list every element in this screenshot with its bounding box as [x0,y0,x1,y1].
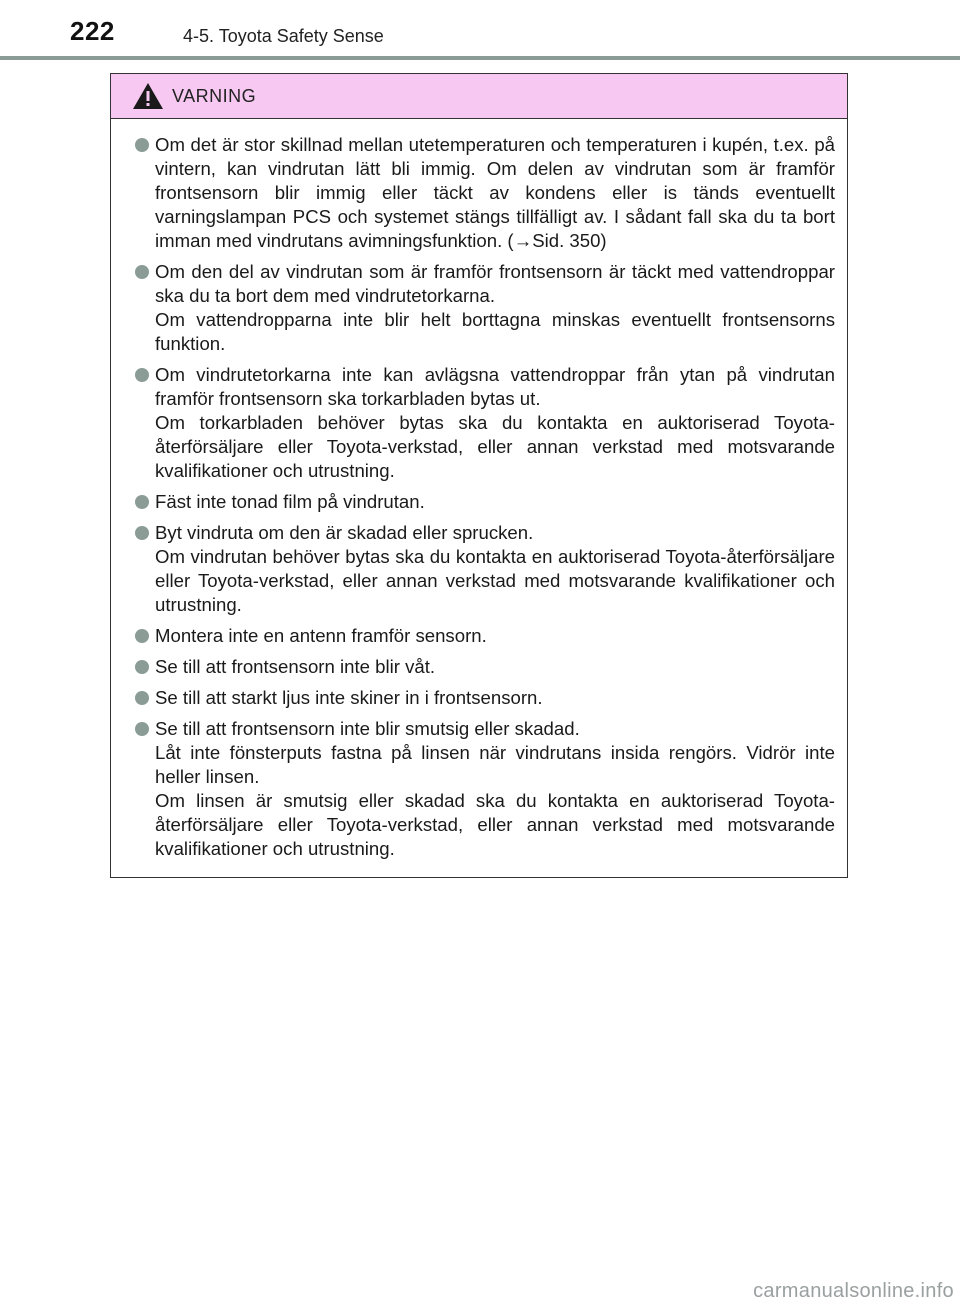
bullet-icon [135,368,149,382]
warning-item [135,717,835,861]
warning-header [111,74,847,119]
bullet-icon [135,138,149,152]
warning-item [135,363,835,483]
page-header [0,0,960,60]
warning-item-text: Fäst inte tonad film på vindrutan. [155,491,425,512]
warning-item [135,686,835,710]
warning-item-text: Om vindrutan behöver bytas ska du kontakta en auktoriserad Toyota-återförsäljare eller Toyota-verkstad, eller annan verkstad med motsvarande kvalifikationer och utrustning. [155,546,835,615]
warning-box [110,73,848,878]
warning-item-text: Om vattendropparna inte blir helt borttagna minskas eventuellt frontsensorns funktion. [155,309,835,354]
warning-title: VARNING [172,86,257,106]
warning-item-text: Se till att frontsensorn inte blir smutsig eller skadad. [155,718,580,739]
warning-item-text: Se till att frontsensorn inte blir våt. [155,656,436,677]
warning-item [135,260,835,356]
bullet-icon [135,265,149,279]
warning-item [135,655,835,679]
warning-item-text: Om vindrutetorkarna inte kan avlägsna vattendroppar från ytan på vindrutan framför frontsensorn ska torkarbladen bytas ut. [155,364,835,409]
bullet-icon [135,495,149,509]
bullet-icon [135,660,149,674]
warning-item-text: Byt vindruta om den är skadad eller sprucken. [155,522,534,543]
warning-item-text: Om det är stor skillnad mellan utetemperaturen och temperaturen i kupén, t.ex. på vintern, kan vindrutan lätt bli immig. Om delen av vindrutan som är framför frontsensorn blir immig eller täckt av kondens eller is tänds eventuellt varningslampan PCS och systemet stängs tillfälligt av. I sådant fall ska du ta bort imman med vindrutans avimningsfunktion. (→Sid. 350) [155,134,835,251]
warning-triangle-icon [131,81,165,111]
watermark-text: carmanualsonline.info [753,1280,954,1302]
warning-item-text: Om torkarbladen behöver bytas ska du kontakta en auktoriserad Toyota-återförsäljare eller Toyota-verkstad, eller annan verkstad med motsvarande kvalifikationer och utrustning. [155,412,835,481]
warning-item [135,133,835,253]
warning-item-text: Om den del av vindrutan som är framför frontsensorn är täckt med vattendroppar ska du ta bort dem med vindrutetorkarna. [155,261,835,306]
warning-list [111,119,847,861]
warning-item-text: Låt inte fönsterputs fastna på linsen när vindrutans insida rengörs. Vidrör inte heller linsen. [155,742,835,787]
section-title: 4-5. Toyota Safety Sense [183,26,384,46]
header-rule [0,56,960,60]
page-number: 222 [70,16,115,46]
warning-item-text: Om linsen är smutsig eller skadad ska du kontakta en auktoriserad Toyota-återförsäljare eller Toyota-verkstad, eller annan verkstad med motsvarande kvalifikationer och utrustning. [155,790,835,859]
bullet-icon [135,722,149,736]
warning-item [135,490,835,514]
bullet-icon [135,526,149,540]
warning-item-text: Montera inte en antenn framför sensorn. [155,625,487,646]
warning-item [135,624,835,648]
bullet-icon [135,691,149,705]
warning-item-text: Se till att starkt ljus inte skiner in i frontsensorn. [155,687,543,708]
warning-item [135,521,835,617]
bullet-icon [135,629,149,643]
